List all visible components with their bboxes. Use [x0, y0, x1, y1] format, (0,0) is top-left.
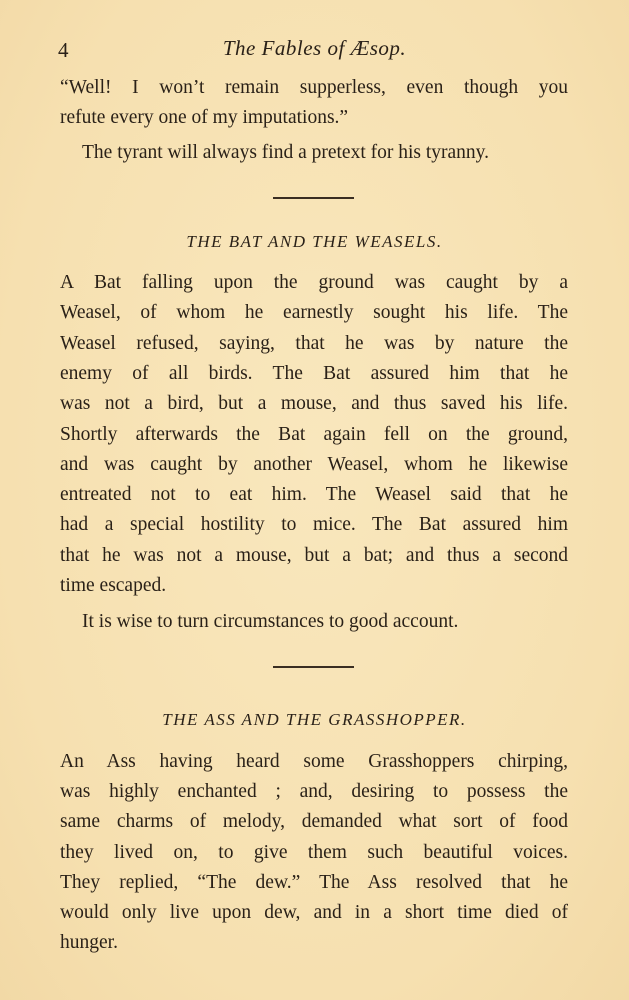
section-divider	[273, 666, 354, 668]
text-line: They replied, “The dew.” The Ass resolved that he	[60, 871, 568, 893]
text-line: An Ass having heard some Grasshoppers chirping,	[60, 751, 568, 772]
text-line: they lived on, to give them such beautiful voices.	[60, 841, 568, 863]
page-number: 4	[58, 38, 69, 62]
text-line: was not a bird, but a mouse, and thus saved his life.	[60, 393, 568, 415]
text-line: Shortly afterwards the Bat again fell on the ground,	[60, 423, 568, 445]
moral: It is wise to turn circumstances to good account.	[82, 611, 459, 632]
text-line: A Bat falling upon the ground was caught by a	[60, 272, 568, 293]
text-line: “Well! I won’t remain supperless, even though you	[60, 77, 568, 98]
text-line: would only live upon dew, and in a short time died of	[60, 902, 568, 923]
text-line: was highly enchanted ; and, desiring to possess the	[60, 781, 568, 803]
text-line: that he was not a mouse, but a bat; and thus a second	[60, 544, 568, 566]
fable-title: THE BAT AND THE WEASELS.	[186, 232, 443, 251]
text-line: entreated not to eat him. The Weasel said that he	[60, 484, 568, 506]
text-line: had a special hostility to mice. The Bat assured him	[60, 514, 568, 536]
text-line: time escaped.	[60, 575, 167, 596]
running-title: The Fables of Æsop.	[222, 36, 407, 60]
text-line: same charms of melody, demanded what sort of food	[60, 811, 568, 833]
text-line: Weasel, of whom he earnestly sought his life. The	[60, 302, 568, 324]
fable-title: THE ASS AND THE GRASSHOPPER.	[162, 710, 467, 729]
text-line: Weasel refused, saying, that he was by nature the	[60, 332, 568, 354]
text-line: enemy of all birds. The Bat assured him that he	[60, 362, 568, 384]
moral: The tyrant will always find a pretext for his tyranny.	[82, 142, 490, 163]
text-line: refute every one of my imputations.”	[60, 107, 349, 128]
section-divider	[273, 197, 354, 199]
text-line: hunger.	[60, 932, 118, 954]
text-line: and was caught by another Weasel, whom he likewise	[60, 453, 568, 475]
